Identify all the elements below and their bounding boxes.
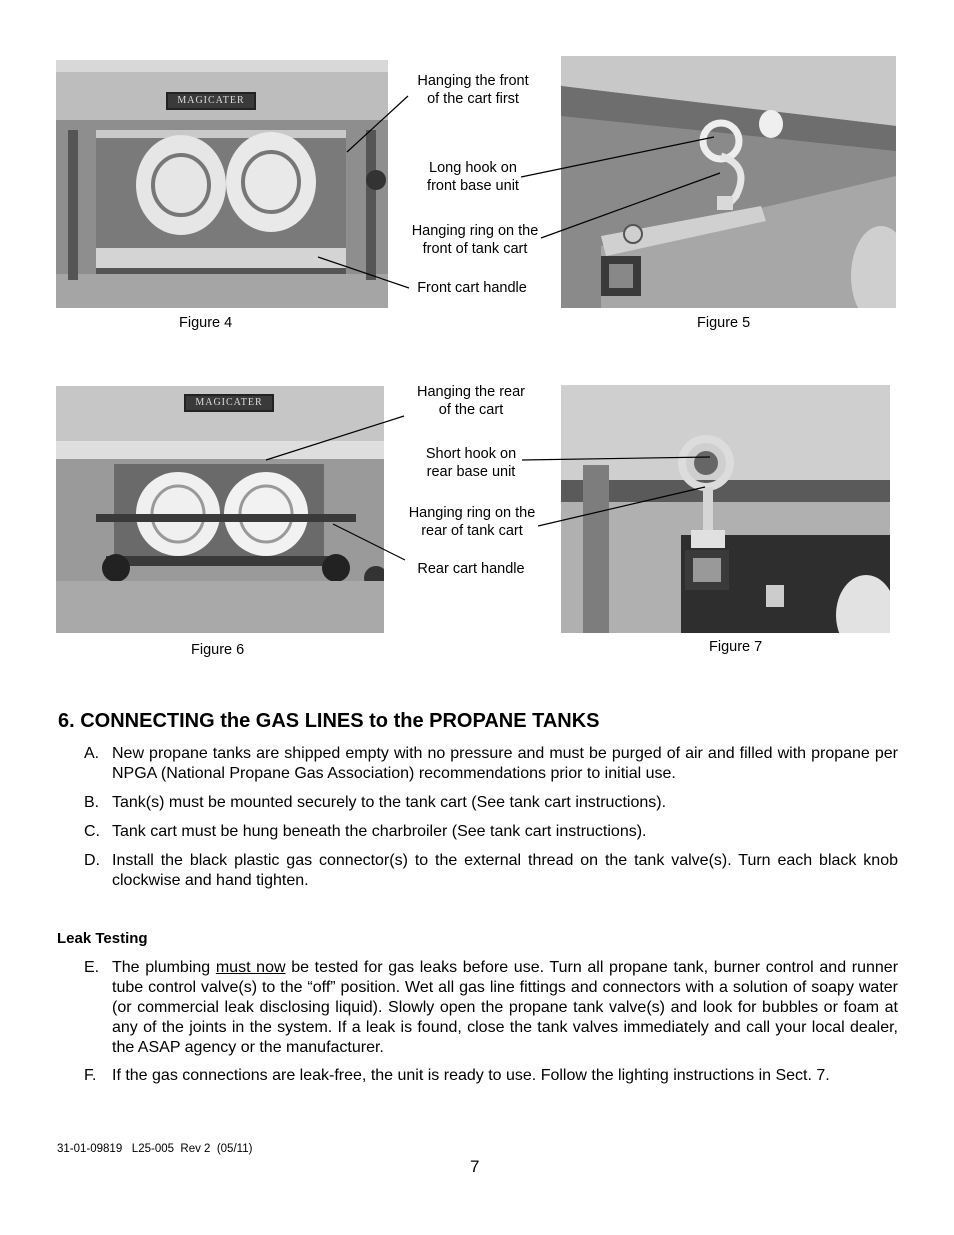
callout-long-hook <box>404 159 542 195</box>
figure-6-photo <box>56 386 384 633</box>
leak-testing-title: Leak Testing <box>57 930 148 947</box>
list-item-text: Tank(s) must be mounted securely to the tank cart (See tank cart instructions). <box>112 794 667 811</box>
callout-line: Front cart handle <box>417 280 527 296</box>
list-item-letter: C. <box>84 823 100 840</box>
callout-rear-cart-handle <box>404 560 538 578</box>
figure-6-brand: MAGICATER <box>195 397 263 408</box>
callout-line: rear of tank cart <box>421 523 523 539</box>
list-item <box>84 958 898 1058</box>
list-item-text: Tank cart must be hung beneath the charbroiler (See tank cart instructions). <box>112 823 647 840</box>
callout-line: Hanging the rear <box>416 384 525 400</box>
text-run: be tested for gas leaks before use. Turn all propane tank, burner control and runner tube control valve(s) to the “off” position. Wet all gas line fittings and connectors with a solution of soapy water (or commercial leak disclosing liquid). Slowly open the propane tank valve(s) and look for bubbles or foam at any of the joints in the system. If a leak is found, close the tank valves immediately and call your local dealer, the ASAP agency or the manufacturer. <box>112 959 899 1056</box>
figure-5-photo <box>561 56 896 308</box>
callout-line: of the cart <box>438 402 504 418</box>
list-item <box>84 1066 898 1086</box>
list-item-letter: B. <box>84 794 100 811</box>
list-item-text: Install the black plastic gas connector(s) to the external thread on the tank valve(s). Turn each black knob clockwise and hand tighten. <box>112 852 898 889</box>
callout-hanging-rear <box>400 383 542 419</box>
callout-hanging-front <box>404 72 542 108</box>
callout-short-hook <box>404 445 538 481</box>
callout-line: Short hook on <box>425 446 517 462</box>
figure-4-photo <box>56 60 388 308</box>
callout-line: Hanging ring on the <box>408 505 536 521</box>
callout-hanging-ring-front <box>400 222 550 258</box>
page-number: 7 <box>470 1157 480 1176</box>
callout-line: of the cart first <box>427 91 519 107</box>
list-item-text: New propane tanks are shipped empty with no pressure and must be purged of air and filled with propane per NPGA (National Propane Gas Association) recommendations prior to initial use. <box>112 745 898 782</box>
list-item-text <box>112 958 898 1058</box>
figure-4-caption: Figure 4 <box>179 315 233 331</box>
list-item <box>84 744 898 784</box>
list-item-text: If the gas connections are leak-free, the unit is ready to use. Follow the lighting instructions in Sect. 7. <box>112 1067 830 1084</box>
callout-line: Hanging ring on the <box>411 223 539 239</box>
callout-line: rear base unit <box>426 464 516 480</box>
figure-7-caption: Figure 7 <box>709 639 763 655</box>
list-item <box>84 851 898 891</box>
callout-line: Long hook on <box>429 160 517 176</box>
figure-6-caption: Figure 6 <box>191 642 245 658</box>
figure-7-photo <box>561 385 890 633</box>
list-item-letter: D. <box>84 852 100 869</box>
section-title: 6. CONNECTING the GAS LINES to the PROPANE TANKS <box>58 710 600 732</box>
callout-front-cart-handle <box>404 279 540 297</box>
list-item-letter: F. <box>84 1067 97 1084</box>
document-code: 31-01-09819 L25-005 Rev 2 (05/11) <box>57 1143 253 1155</box>
list-item <box>84 793 898 813</box>
callout-line: front base unit <box>427 178 519 194</box>
callout-line: Rear cart handle <box>417 561 525 577</box>
callout-line: Hanging the front <box>417 73 529 89</box>
callout-hanging-ring-rear <box>396 504 548 540</box>
emphasis-underline: must now <box>215 959 286 976</box>
figure-4-brand: MAGICATER <box>177 95 245 106</box>
text-run: The plumbing <box>112 959 216 976</box>
callout-line: front of tank cart <box>422 241 528 257</box>
list-item-letter: E. <box>84 959 100 976</box>
list-item-letter: A. <box>84 745 100 762</box>
figure-5-caption: Figure 5 <box>697 315 751 331</box>
list-item <box>84 822 898 842</box>
